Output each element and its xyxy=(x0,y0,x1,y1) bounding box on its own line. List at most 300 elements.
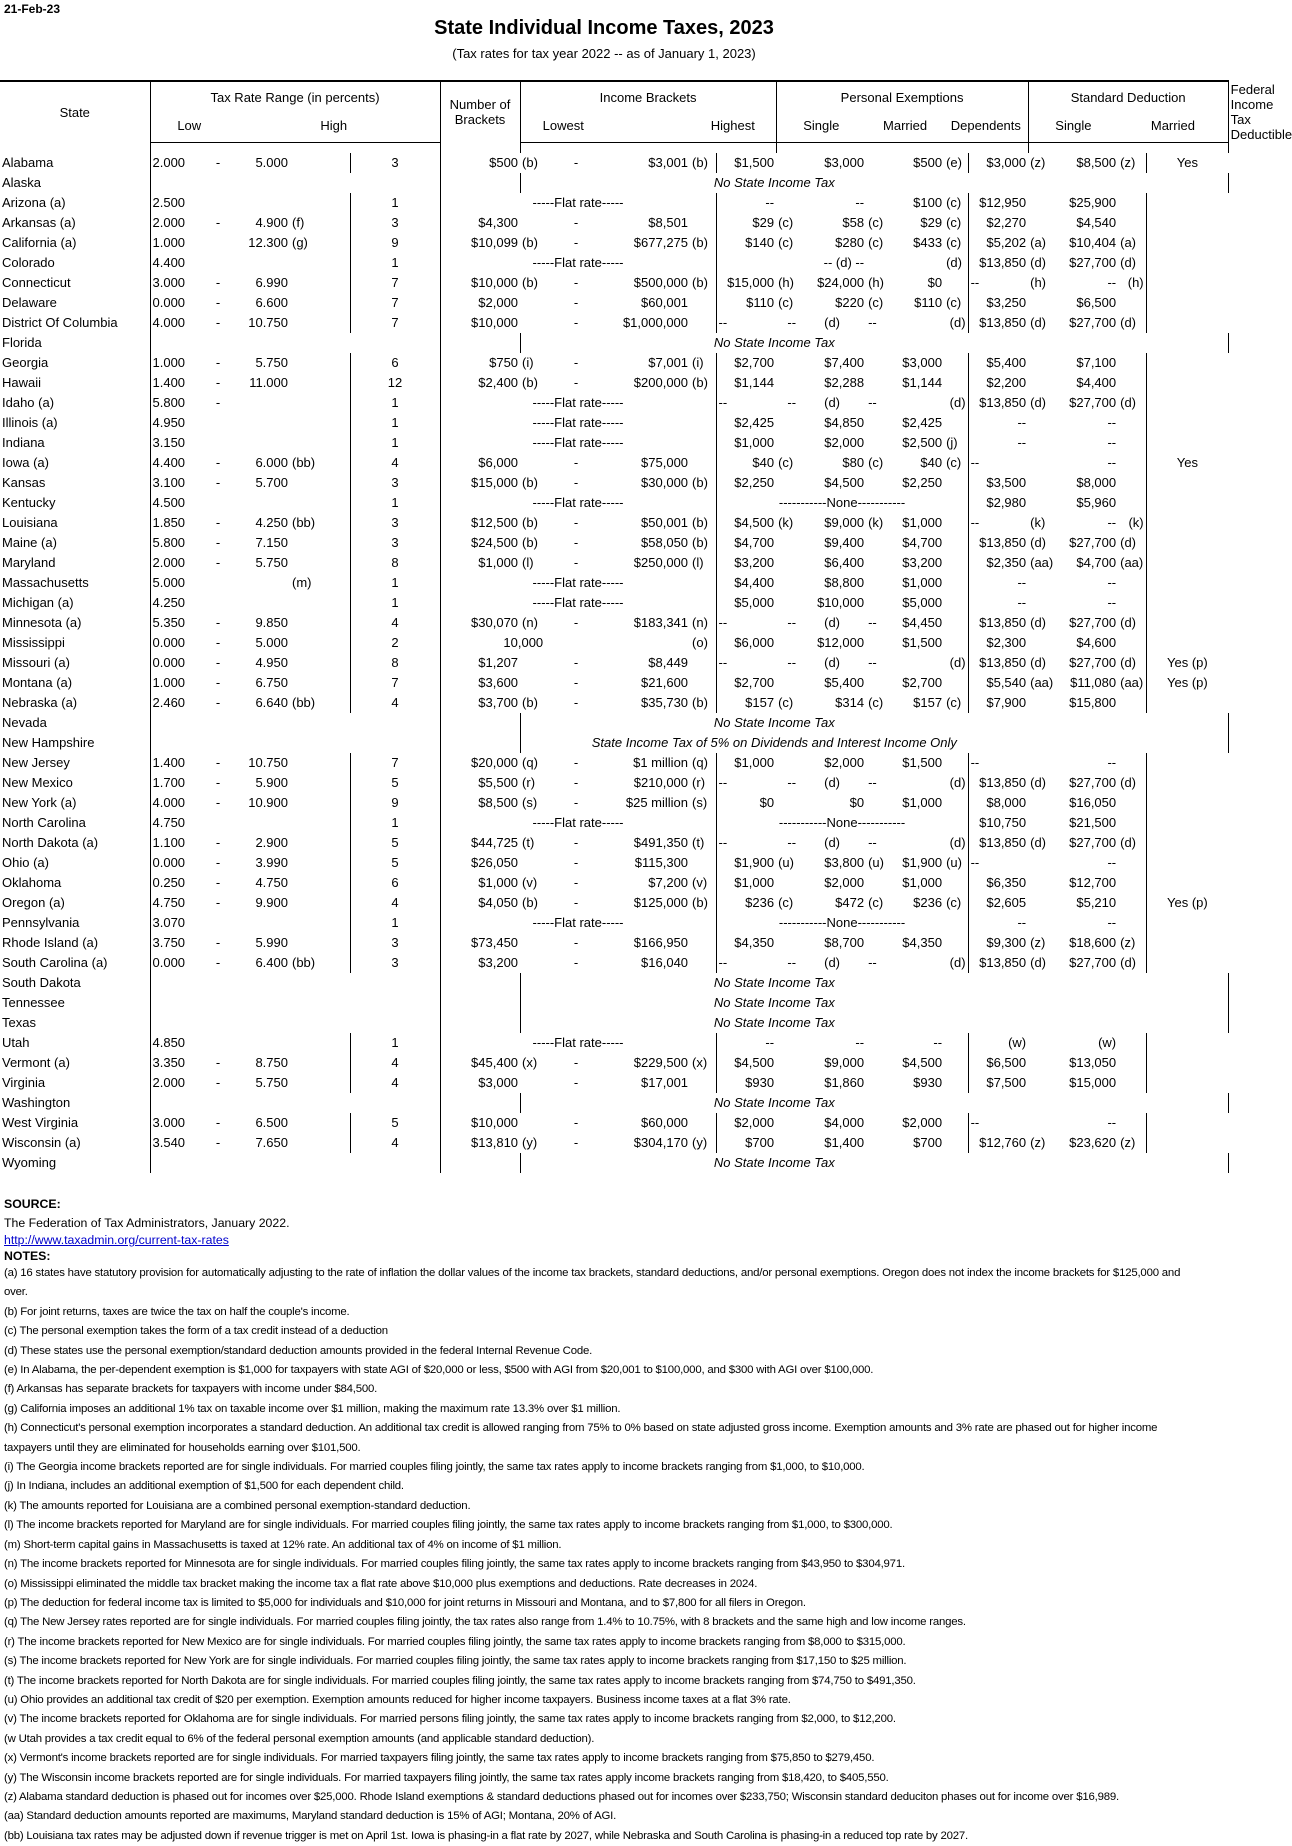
exemption-married: $1,860 xyxy=(824,1074,865,1090)
header-standard-deduction: Standard Deduction xyxy=(1028,81,1228,107)
note-item: (v) The income brackets reported for Oklahoma are for single individuals. For married persons filing jointly, the same tax rates apply to income brackets ranging from $2,000, to $12,200. xyxy=(4,1713,896,1726)
table-row xyxy=(0,593,1228,613)
rate-dash: - xyxy=(215,954,221,970)
empty-cell xyxy=(440,993,520,1013)
num-brackets: 1 xyxy=(350,813,440,833)
deduction-single: $13,850 xyxy=(979,314,1027,330)
note-item: (q) The New Jersey rates reported are for single individuals. For married couples filing jointly, the tax rates also range from 1.4% to 10.75%, with 8 brackets and the same high and low income ranges. xyxy=(4,1616,966,1629)
deduction-married: -- xyxy=(1107,854,1117,870)
bracket-highest: $60,000 xyxy=(641,1114,689,1130)
num-brackets: 3 xyxy=(350,933,440,953)
no-tax-note: No State Income Tax xyxy=(713,1094,835,1110)
exemption-note xyxy=(866,553,888,573)
rate-dash xyxy=(208,433,228,453)
deduction-note: (k) xyxy=(1030,514,1046,530)
deduction-note: (d) xyxy=(1118,393,1146,413)
rate-high: 11.000 xyxy=(249,374,288,390)
exemption-note: (c) xyxy=(778,214,794,230)
table-row xyxy=(0,873,1228,893)
bracket-note: (i) xyxy=(690,353,716,373)
bracket-note xyxy=(520,313,546,333)
note-item: (n) The income brackets reported for Minnesota are for single individuals. For married couples filing jointly, the same tax rates apply to income brackets ranging from $43,950 to $304,971. xyxy=(4,1558,905,1571)
state-name: New Jersey xyxy=(0,753,150,773)
bracket-note xyxy=(520,933,546,953)
rate-low: 0.000 xyxy=(152,294,186,310)
table-row xyxy=(0,513,1228,533)
exemption-note: (c) xyxy=(944,213,968,233)
federal-deductible xyxy=(1146,773,1228,793)
num-brackets: 8 xyxy=(350,653,440,673)
note-item: (e) In Alabama, the per-dependent exemption is $1,000 for taxpayers with state AGI of $20,000 or less, $500 with AGI from $20,001 to $100,000, and $300 with AGI over $100,000. xyxy=(4,1364,874,1377)
state-name: Delaware xyxy=(0,293,150,313)
bracket-note: (q) xyxy=(522,754,538,770)
exemption-note: -- xyxy=(868,394,877,410)
rate-note xyxy=(290,473,350,493)
bracket-note: (b) xyxy=(690,153,716,173)
rate-low: 1.000 xyxy=(152,354,186,370)
federal-deductible xyxy=(1146,953,1228,973)
rate-dash: - xyxy=(215,874,221,890)
exemption-note xyxy=(776,1113,798,1133)
deduction-married: $16,050 xyxy=(1069,794,1117,810)
table-row xyxy=(0,233,1228,253)
bracket-note: (b) xyxy=(690,893,716,913)
federal-deductible xyxy=(1146,1113,1228,1133)
bracket-dash: - xyxy=(573,274,579,290)
rate-high: 3.990 xyxy=(255,854,288,870)
deduction-single: -- xyxy=(970,754,980,770)
empty-cell xyxy=(1028,1093,1228,1113)
bracket-note: (v) xyxy=(690,873,716,893)
num-brackets: 2 xyxy=(350,633,440,653)
rate-high: 4.250 xyxy=(255,514,288,530)
bracket-highest: $21,600 xyxy=(641,674,689,690)
exemption-dependents: $2,250 xyxy=(902,474,943,490)
deduction-note: (z) xyxy=(1030,154,1046,170)
exemption-note xyxy=(776,1133,798,1153)
bracket-highest: $125,000 xyxy=(633,894,689,910)
bracket-lowest: $3,200 xyxy=(478,954,519,970)
bracket-note xyxy=(520,673,546,693)
bracket-note xyxy=(520,213,546,233)
exemption-note: (c) xyxy=(778,294,794,310)
deduction-note: (z) xyxy=(1030,1134,1046,1150)
exemption-single: $4,500 xyxy=(734,514,775,530)
tax-table-wrapper xyxy=(0,80,1292,1173)
federal-deductible: Yes (p) xyxy=(1167,674,1208,690)
table-row xyxy=(0,993,1228,1013)
rate-low: 5.800 xyxy=(152,534,186,550)
bracket-note: (l) xyxy=(690,553,716,573)
rate-high xyxy=(228,253,290,273)
exemption-note: (c) xyxy=(944,193,968,213)
rate-note xyxy=(290,533,350,553)
federal-deductible xyxy=(1146,873,1228,893)
exemption-note: (c) xyxy=(944,893,968,913)
table-row xyxy=(0,1033,1228,1053)
note-item: (l) The income brackets reported for Maryland are for single individuals. For married couples filing jointly, the same tax rates apply to income brackets ranging from $1,000, to $300,000. xyxy=(4,1519,893,1532)
federal-deductible xyxy=(1146,933,1228,953)
table-row xyxy=(0,893,1228,913)
num-brackets: 1 xyxy=(350,593,440,613)
exemption-married: $9,000 xyxy=(824,1054,865,1070)
bracket-note xyxy=(690,673,716,693)
deduction-note xyxy=(1028,353,1056,373)
bracket-note: (y) xyxy=(522,1134,538,1150)
deduction-note xyxy=(1118,1053,1146,1073)
empty-cell xyxy=(150,1013,440,1033)
deduction-married: $10,404 xyxy=(1069,234,1117,250)
bracket-highest: $491,350 xyxy=(633,834,689,850)
bracket-dash: - xyxy=(573,374,579,390)
deduction-single: $13,850 xyxy=(979,614,1027,630)
bracket-note xyxy=(690,853,716,873)
deduction-note: (d) xyxy=(1030,314,1047,330)
exemption-married: $0 xyxy=(849,794,865,810)
rate-note xyxy=(290,313,350,333)
rate-dash: - xyxy=(215,474,221,490)
bracket-note xyxy=(520,1073,546,1093)
bracket-lowest: $10,000 xyxy=(471,274,519,290)
bracket-note xyxy=(520,653,546,673)
table-row xyxy=(0,453,1228,473)
rate-dash xyxy=(208,413,228,433)
exemption-dependents: $110 xyxy=(914,294,943,310)
deduction-note: (d) xyxy=(1030,534,1047,550)
bracket-highest: $16,040 xyxy=(641,954,689,970)
deduction-note xyxy=(1118,693,1146,713)
empty-cell xyxy=(150,733,440,753)
bracket-note: (b) xyxy=(522,534,538,550)
exemption-married: -- xyxy=(855,1034,865,1050)
rate-low: 3.070 xyxy=(152,914,186,930)
exemption-note xyxy=(866,1113,888,1133)
empty-cell xyxy=(440,733,520,753)
federal-deductible xyxy=(1146,413,1228,433)
bracket-note: (r) xyxy=(690,773,716,793)
deduction-married: -- xyxy=(1107,754,1117,770)
bracket-dash: - xyxy=(573,774,579,790)
bracket-note: (s) xyxy=(522,794,538,810)
num-brackets: 3 xyxy=(350,513,440,533)
exemption-note xyxy=(776,253,798,273)
table-row xyxy=(0,433,1228,453)
state-name: Tennessee xyxy=(0,993,150,1013)
exemption-single: $110 xyxy=(746,294,775,310)
empty-cell xyxy=(440,1153,520,1173)
federal-deductible xyxy=(1146,293,1228,313)
exemption-dependents: $3,000 xyxy=(902,354,943,370)
bracket-lowest: $1,000 xyxy=(478,874,519,890)
source-link[interactable]: http://www.taxadmin.org/current-tax-rates xyxy=(4,1233,229,1247)
rate-dash xyxy=(208,193,228,213)
num-brackets: 5 xyxy=(350,1113,440,1133)
note-item: (h) Connecticut's personal exemption incorporates a standard deduction. An additional tax credit is allowed ranging from 75% to 0% based on state adjusted gross income. Exemption amounts and 3% rate are phased out for higher income taxpayers until they are eliminated for households earning over $101,500. xyxy=(4,1422,1158,1454)
exemption-single: $157 xyxy=(745,694,775,710)
deduction-note xyxy=(1118,493,1146,513)
deduction-note xyxy=(1028,813,1056,833)
exemption-single: $2,000 xyxy=(734,1114,775,1130)
rate-note xyxy=(290,293,350,313)
exemption-note xyxy=(776,793,798,813)
deduction-single: $2,605 xyxy=(986,894,1027,910)
rate-dash: - xyxy=(215,534,221,550)
rate-dash: - xyxy=(215,374,221,390)
exemption-note: (h) xyxy=(778,274,794,290)
exemption-note xyxy=(944,933,968,953)
exemption-married: $12,000 xyxy=(817,634,865,650)
bracket-dash: - xyxy=(573,834,579,850)
page-subtitle: (Tax rates for tax year 2022 -- as of January 1, 2023) xyxy=(452,46,756,61)
bracket-note: (n) xyxy=(690,613,716,633)
rate-note xyxy=(290,773,350,793)
deduction-married: $4,700 xyxy=(1076,554,1117,570)
deduction-note xyxy=(1028,873,1056,893)
bracket-dash: - xyxy=(573,234,579,250)
federal-deductible: Yes xyxy=(1176,454,1198,470)
deduction-single: (w) xyxy=(1008,1034,1027,1050)
deduction-note xyxy=(1118,453,1146,473)
deduction-married: $12,700 xyxy=(1069,874,1117,890)
rate-note xyxy=(290,593,350,613)
num-brackets: 6 xyxy=(350,353,440,373)
exemption-note: (e) xyxy=(944,153,968,173)
bracket-dash: - xyxy=(573,694,579,710)
deduction-note xyxy=(1118,1033,1146,1053)
rate-low: 3.750 xyxy=(152,934,186,950)
state-name: Illinois (a) xyxy=(0,413,150,433)
deduction-note: (a) xyxy=(1030,234,1047,250)
deduction-note xyxy=(1028,913,1056,933)
rate-high xyxy=(228,393,290,413)
bracket-highest: $30,000 xyxy=(641,474,689,490)
exemption-note xyxy=(776,673,798,693)
exemption-note: (c) xyxy=(944,233,968,253)
state-name: Alaska xyxy=(0,173,150,193)
exemption-note xyxy=(866,153,888,173)
bracket-dash: - xyxy=(573,614,579,630)
exemption-note: (d) xyxy=(944,833,968,853)
num-brackets: 3 xyxy=(350,533,440,553)
federal-deductible xyxy=(1146,433,1228,453)
deduction-note: (d) xyxy=(1118,653,1146,673)
flat-rate: -----Flat rate----- xyxy=(440,393,716,413)
bracket-note: (b) xyxy=(522,894,538,910)
no-tax-note: No State Income Tax xyxy=(713,1154,835,1170)
exemption-dependents: $40 xyxy=(920,454,943,470)
rate-dash xyxy=(208,1033,228,1053)
bracket-lowest: $73,450 xyxy=(471,934,519,950)
rate-note xyxy=(290,493,350,513)
exemption-single: $236 xyxy=(745,894,775,910)
bracket-dash: - xyxy=(573,474,579,490)
bracket-dash: - xyxy=(573,214,579,230)
bracket-note xyxy=(690,953,716,973)
deduction-married: $13,050 xyxy=(1069,1054,1117,1070)
rate-note xyxy=(290,673,350,693)
deduction-married: $8,500 xyxy=(1076,154,1117,170)
bracket-note: (b) xyxy=(522,694,538,710)
exemption-married: $220 xyxy=(835,294,865,310)
exemption-dependents: $1,000 xyxy=(902,794,943,810)
exemption-single: $1,000 xyxy=(734,434,775,450)
bracket-dash: - xyxy=(573,154,579,170)
exemption-note: (c) xyxy=(944,293,968,313)
deduction-note: (d) xyxy=(1030,254,1047,270)
deduction-married: $27,700 xyxy=(1069,394,1117,410)
deduction-single: -- xyxy=(970,514,980,530)
exemption-dependents: $700 xyxy=(913,1134,943,1150)
deduction-single: $13,850 xyxy=(979,534,1027,550)
bracket-lowest: $1,000 xyxy=(478,554,519,570)
deduction-married: $27,700 xyxy=(1069,954,1117,970)
note-item: (o) Mississippi eliminated the middle tax bracket making the income tax a flat rate above $10,000 plus exemptions and deductions. Rate decreases in 2024. xyxy=(4,1577,758,1590)
rate-note xyxy=(290,193,350,213)
state-name: Massachusetts xyxy=(0,573,150,593)
table-row xyxy=(0,913,1228,933)
table-row xyxy=(0,953,1228,973)
exemption-single: $2,250 xyxy=(734,474,775,490)
bracket-mid: 10,000 xyxy=(503,634,544,650)
bracket-lowest: $24,500 xyxy=(471,534,519,550)
deduction-note: (h) xyxy=(1030,274,1047,290)
rate-high: 4.950 xyxy=(255,654,288,670)
exemption-married: $9,400 xyxy=(824,534,865,550)
deduction-single: $5,400 xyxy=(986,354,1027,370)
deduction-single: -- xyxy=(1017,594,1027,610)
bracket-highest: $200,000 xyxy=(633,374,689,390)
num-brackets: 1 xyxy=(350,1033,440,1053)
rate-dash: - xyxy=(215,314,221,330)
rate-note: (bb) xyxy=(290,453,350,473)
deduction-note: (d) xyxy=(1030,614,1047,630)
table-row xyxy=(0,1133,1228,1153)
exemption-dependents: $2,700 xyxy=(902,674,943,690)
bracket-dash: - xyxy=(573,1134,579,1150)
state-name: District Of Columbia xyxy=(0,313,150,333)
exemption-note: (c) xyxy=(778,234,794,250)
exemption-dependents: $236 xyxy=(913,894,943,910)
exemption-dependents: $1,000 xyxy=(902,574,943,590)
deduction-single: $2,350 xyxy=(986,554,1027,570)
rate-note xyxy=(290,373,350,393)
state-name: North Dakota (a) xyxy=(0,833,150,853)
bracket-note xyxy=(520,953,546,973)
exemption-single: $29 xyxy=(752,214,775,230)
exemption-note: (d) xyxy=(944,773,968,793)
exemption-note: -- xyxy=(787,314,797,330)
exemption-single: $2,425 xyxy=(734,414,775,430)
rate-high: 5.700 xyxy=(255,474,288,490)
header-lowest: Lowest xyxy=(520,107,606,142)
table-row xyxy=(0,213,1228,233)
deduction-married: $15,000 xyxy=(1069,1074,1117,1090)
note-item: (g) California imposes an additional 1% tax on taxable income over $1 million, making the maximum rate 13.3% over $1 million. xyxy=(4,1402,621,1415)
bracket-note xyxy=(520,453,546,473)
bracket-lowest: $3,000 xyxy=(478,1074,519,1090)
empty-cell xyxy=(440,1013,520,1033)
no-tax-note: No State Income Tax xyxy=(713,1014,835,1030)
bracket-note xyxy=(690,653,716,673)
rate-high: 5.750 xyxy=(255,554,288,570)
bracket-lowest: $6,000 xyxy=(478,454,519,470)
rate-dash: - xyxy=(215,274,221,290)
num-brackets: 1 xyxy=(350,573,440,593)
exemption-note xyxy=(866,1033,888,1053)
bracket-note xyxy=(520,1113,546,1133)
rate-note xyxy=(290,413,350,433)
num-brackets: 3 xyxy=(350,213,440,233)
num-brackets: 7 xyxy=(350,673,440,693)
bracket-highest: $183,341 xyxy=(633,614,689,630)
exemption-note xyxy=(776,193,798,213)
num-brackets: 7 xyxy=(350,753,440,773)
empty-cell xyxy=(440,713,520,733)
note-item: (m) Short-term capital gains in Massachusetts is taxed at 12% rate. An additional tax of 4% on income of $1 million. xyxy=(4,1538,562,1551)
empty-cell xyxy=(440,973,520,993)
exemption-note: (c) xyxy=(778,454,794,470)
deduction-single: $5,202 xyxy=(986,234,1027,250)
exemption-single: $700 xyxy=(745,1134,775,1150)
exemption-note xyxy=(944,613,968,633)
deduction-single: $2,270 xyxy=(986,214,1027,230)
deduction-note xyxy=(1028,213,1056,233)
exemption-note: -- xyxy=(787,774,797,790)
exemption-note xyxy=(776,593,798,613)
rate-high: 6.500 xyxy=(255,1114,288,1130)
rate-note: (bb) xyxy=(290,693,350,713)
exemption-note xyxy=(776,573,798,593)
rate-note xyxy=(290,913,350,933)
bracket-note xyxy=(690,313,716,333)
flat-rate: -----Flat rate----- xyxy=(440,253,716,273)
exemption-dependents: $4,350 xyxy=(902,934,943,950)
exemption-married: (d) xyxy=(824,614,840,630)
rate-high: 5.750 xyxy=(255,354,288,370)
rate-dash: - xyxy=(215,1114,221,1130)
deduction-note: (aa) xyxy=(1118,673,1146,693)
deduction-note xyxy=(1118,753,1146,773)
deduction-married: -- xyxy=(1107,514,1117,530)
deduction-single: $10,750 xyxy=(979,814,1027,830)
rate-dash: - xyxy=(215,454,221,470)
exemption-married: $9,000 xyxy=(824,514,865,530)
empty-cell xyxy=(1028,1013,1228,1033)
bracket-highest: $8,449 xyxy=(648,654,689,670)
deduction-note xyxy=(1118,913,1146,933)
rate-note: (g) xyxy=(290,233,350,253)
num-brackets: 4 xyxy=(350,1073,440,1093)
federal-deductible xyxy=(1146,853,1228,873)
deduction-single: $2,200 xyxy=(986,374,1027,390)
state-name: North Carolina xyxy=(0,813,150,833)
exemption-married: $8,700 xyxy=(824,934,865,950)
rate-dash xyxy=(208,573,228,593)
bracket-dash: - xyxy=(573,754,579,770)
exemption-single: $6,000 xyxy=(734,634,775,650)
bracket-highest: $1 million xyxy=(633,754,689,770)
rate-high xyxy=(228,493,290,513)
state-name: Michigan (a) xyxy=(0,593,150,613)
exemption-note xyxy=(776,1033,798,1053)
flat-rate: -----Flat rate----- xyxy=(440,193,716,213)
rate-note xyxy=(290,633,350,653)
bracket-dash: - xyxy=(573,1114,579,1130)
bracket-note: (b) xyxy=(522,514,538,530)
bracket-note xyxy=(690,1073,716,1093)
exemption-dependents xyxy=(888,953,944,973)
deduction-note xyxy=(1028,453,1056,473)
